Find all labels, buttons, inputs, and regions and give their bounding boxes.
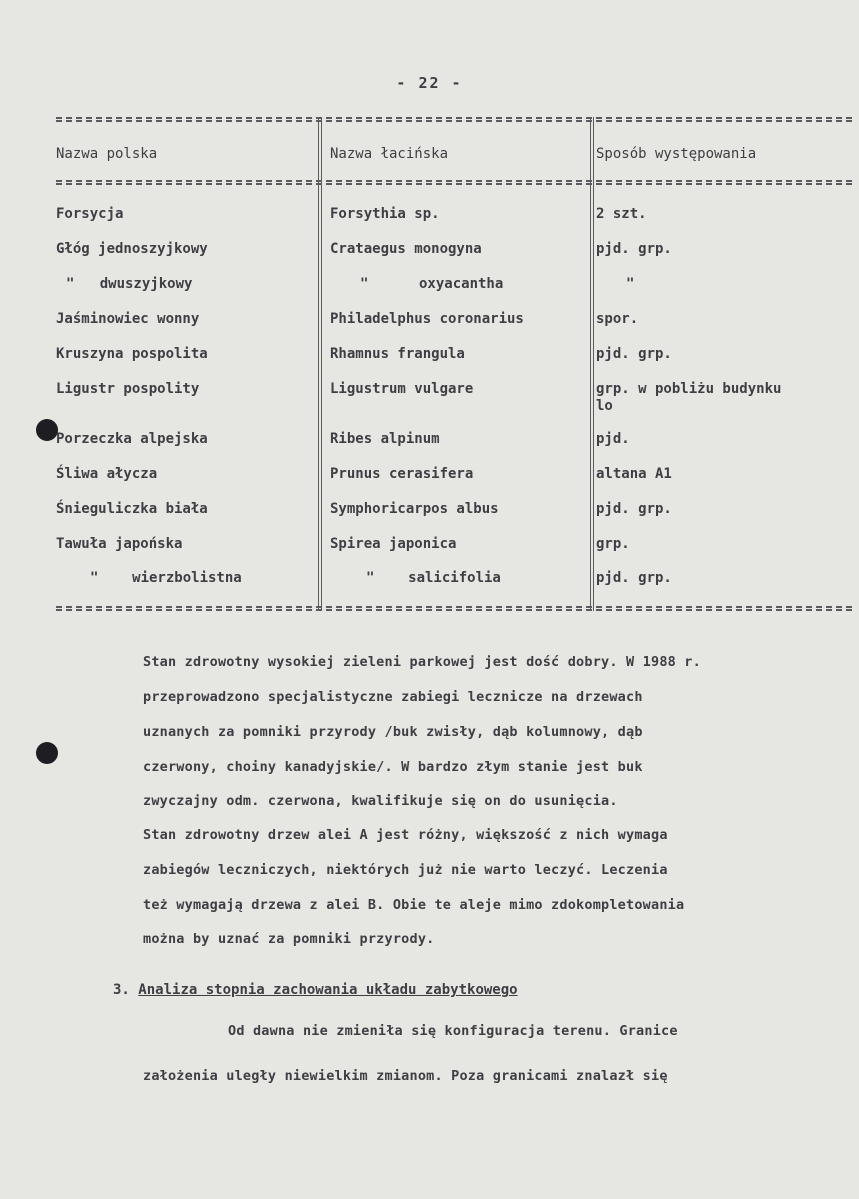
cell-latin: Spirea japonica — [330, 536, 457, 552]
cell-latin: Ligustrum vulgare — [330, 381, 474, 397]
paragraph-line: też wymagają drzewa z alei B. Obie te aleje mimo zdokompletowania — [143, 897, 685, 913]
section-heading — [113, 982, 518, 998]
cell-polish: Głóg jednoszyjkowy — [56, 241, 208, 257]
paragraph-line: zabiegów leczniczych, niektórych już nie warto leczyć. Leczenia — [143, 862, 668, 878]
cell-occurrence: 2 szt. — [596, 206, 647, 222]
header-occurrence: Sposób występowania — [596, 146, 757, 162]
paragraph-line: przeprowadzono specjalistyczne zabiegi lecznicze na drzewach — [143, 689, 643, 705]
cell-latin: Prunus cerasifera — [330, 466, 474, 482]
cell-latin: " oxyacantha — [360, 276, 504, 292]
cell-polish: Porzeczka alpejska — [56, 431, 208, 447]
cell-polish: Śnieguliczka biała — [56, 501, 208, 517]
header-latin-name: Nazwa łacińska — [330, 146, 449, 162]
cell-occurrence: " — [626, 276, 635, 292]
paragraph-line: Stan zdrowotny drzew alei A jest różny, większość z nich wymaga — [143, 827, 668, 843]
paragraph-line: zwyczajny odm. czerwona, kwalifikuje się on do usunięcia. — [143, 793, 618, 809]
cell-latin: Ribes alpinum — [330, 431, 440, 447]
column-divider-2 — [590, 117, 594, 611]
paragraph-line: Stan zdrowotny wysokiej zieleni parkowej jest dość dobry. W 1988 r. — [143, 654, 701, 670]
column-divider-1 — [318, 117, 322, 611]
punch-hole — [36, 419, 58, 441]
cell-occurrence: spor. — [596, 311, 639, 327]
cell-occurrence: pjd. — [596, 431, 630, 447]
cell-latin: Crataegus monogyna — [330, 241, 482, 257]
section-number: 3. — [113, 982, 130, 998]
cell-polish: Forsycja — [56, 206, 124, 222]
cell-polish: " dwuszyjkowy — [66, 276, 193, 292]
cell-polish: Ligustr pospolity — [56, 381, 200, 397]
cell-occurrence: pjd. grp. — [596, 241, 672, 257]
cell-polish: Śliwa ałycza — [56, 466, 158, 482]
cell-polish: Kruszyna pospolita — [56, 346, 208, 362]
table-bottom-rule — [56, 606, 852, 611]
cell-occurrence: pjd. grp. — [596, 570, 672, 586]
punch-hole — [36, 742, 58, 764]
cell-latin: " salicifolia — [366, 570, 501, 586]
section-line: założenia uległy niewielkim zmianom. Poza granicami znalazł się — [143, 1068, 668, 1084]
cell-latin: Forsythia sp. — [330, 206, 440, 222]
paragraph-line: uznanych za pomniki przyrody /buk zwisły, dąb kolumnowy, dąb — [143, 724, 643, 740]
section-line: Od dawna nie zmieniła się konfiguracja terenu. Granice — [228, 1023, 678, 1039]
cell-occurrence-continued: lo — [596, 398, 613, 414]
cell-occurrence: grp. w pobliżu budynku — [596, 381, 782, 397]
cell-occurrence: pjd. grp. — [596, 501, 672, 517]
paragraph-line: czerwony, choiny kanadyjskie/. W bardzo złym stanie jest buk — [143, 759, 643, 775]
section-title: Analiza stopnia zachowania układu zabytkowego — [138, 982, 518, 998]
cell-occurrence: altana A1 — [596, 466, 672, 482]
table-top-rule — [56, 117, 852, 122]
cell-occurrence: pjd. grp. — [596, 346, 672, 362]
cell-polish: Tawuła japońska — [56, 536, 183, 552]
page-number: - 22 - — [396, 74, 463, 92]
paragraph-line: można by uznać za pomniki przyrody. — [143, 931, 435, 947]
cell-latin: Symphoricarpos albus — [330, 501, 499, 517]
cell-polish: Jaśminowiec wonny — [56, 311, 200, 327]
cell-latin: Philadelphus coronarius — [330, 311, 524, 327]
cell-latin: Rhamnus frangula — [330, 346, 465, 362]
header-bottom-rule — [56, 180, 852, 185]
header-polish-name: Nazwa polska — [56, 146, 158, 162]
cell-occurrence: grp. — [596, 536, 630, 552]
cell-polish: " wierzbolistna — [90, 570, 242, 586]
